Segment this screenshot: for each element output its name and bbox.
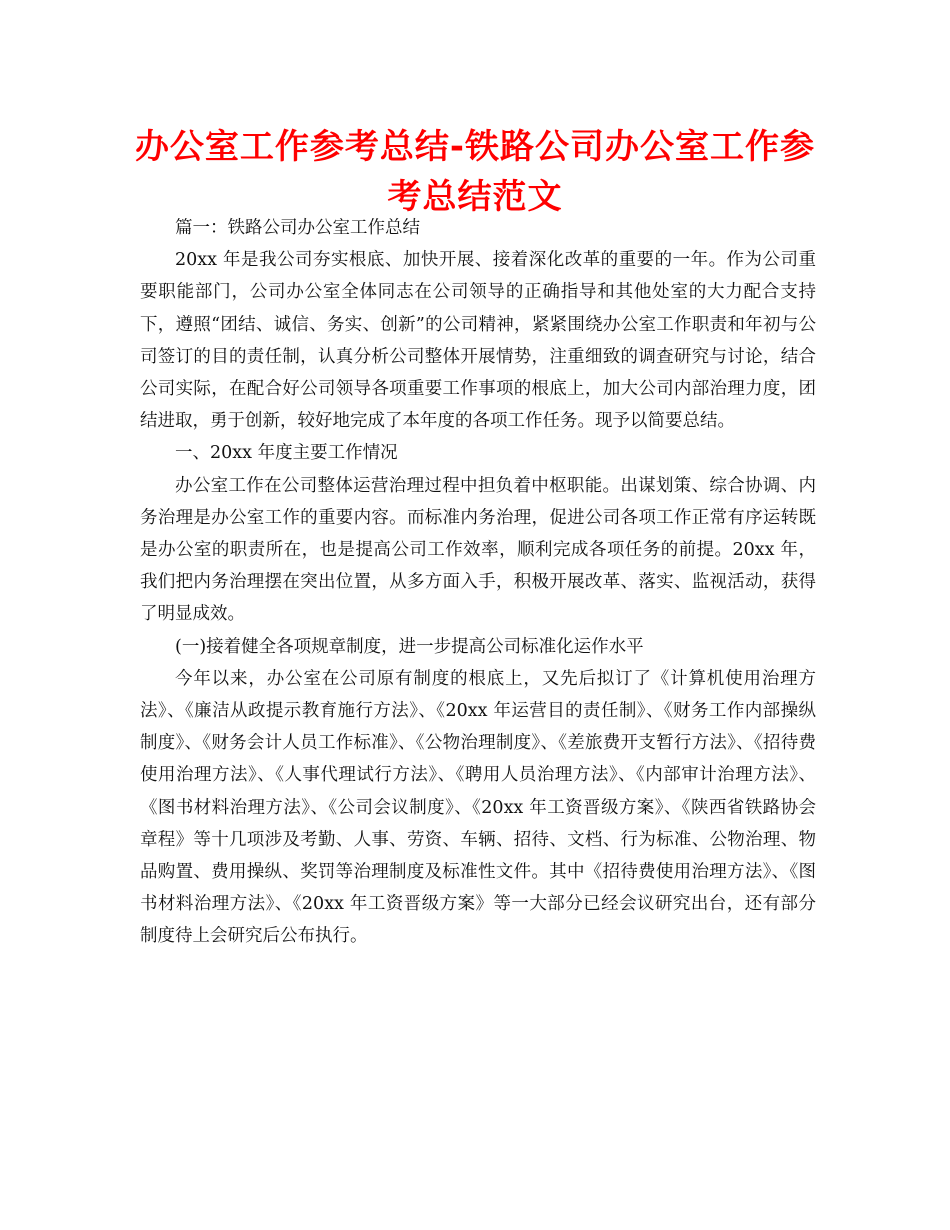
document-body (140, 212, 816, 953)
paragraph-regulations: 今年以来，办公室在公司原有制度的根底上，又先后拟订了《计算机使用治理方法》、《廉洁从政提示教育施行方法》、《20xx 年运营目的责任制》、《财务工作内部操纵制度》、《财务会计人员工作标准》、《公物治理制度》、《差旅费开支暂行方法》、《招待费使用治理方法》、《人事代理试行方法》、《聘用人员治理方法》、《内部审计治理方法》、《图书材料治理方法》、《公司会议制度》、《20xx 年工资晋级方案》、《陕西省铁路协会章程》等十几项涉及考勤、人事、劳资、车辆、招待、文档、行为标准、公物治理、物品购置、费用操纵、奖罚等治理制度及标准性文件。其中《招待费使用治理方法》、《图书材料治理方法》、《20xx 年工资晋级方案》等一大部分已经会议研究出台，还有部分制度待上会研究后公布执行。 (140, 668, 816, 947)
paragraph-intro: 20xx 年是我公司夯实根底、加快开展、接着深化改革的重要的一年。作为公司重要职能部门，公司办公室全体同志在公司领导的正确指导和其他处室的大力配合支持下，遵照“团结、诚信、务实、创新”的公司精神，紧紧围绕办公室工作职责和年初与公司签订的目的责任制，认真分析公司整体开展情势，注重细致的调查研究与讨论，结合公司实际，在配合好公司领导各项重要工作事项的根底上，加大公司内部治理力度，团结进取，勇于创新，较好地完成了本年度的各项工作任务。现予以简要总结。 (140, 250, 816, 432)
paragraph-section-heading: 篇一：铁路公司办公室工作总结 (175, 218, 420, 238)
paragraph-subheading-1: (一)接着健全各项规章制度，进一步提高公司标准化运作水平 (175, 636, 644, 657)
paragraph-office-duties: 办公室工作在公司整体运营治理过程中担负着中枢职能。出谋划策、综合协调、内务治理是办公室工作的重要内容。而标准内务治理，促进公司各项工作正常有序运转既是办公室的职责所在，也是提高公司工作效率，顺利完成各项任务的前提。20xx 年，我们把内务治理摆在突出位置，从多方面入手，积极开展改革、落实、监视活动，获得了明显成效。 (140, 475, 816, 625)
document-title: 办公室工作参考总结-铁路公司办公室工作参考总结范文 (134, 127, 816, 217)
paragraph-heading-1: 一、20xx 年度主要工作情况 (175, 443, 398, 464)
